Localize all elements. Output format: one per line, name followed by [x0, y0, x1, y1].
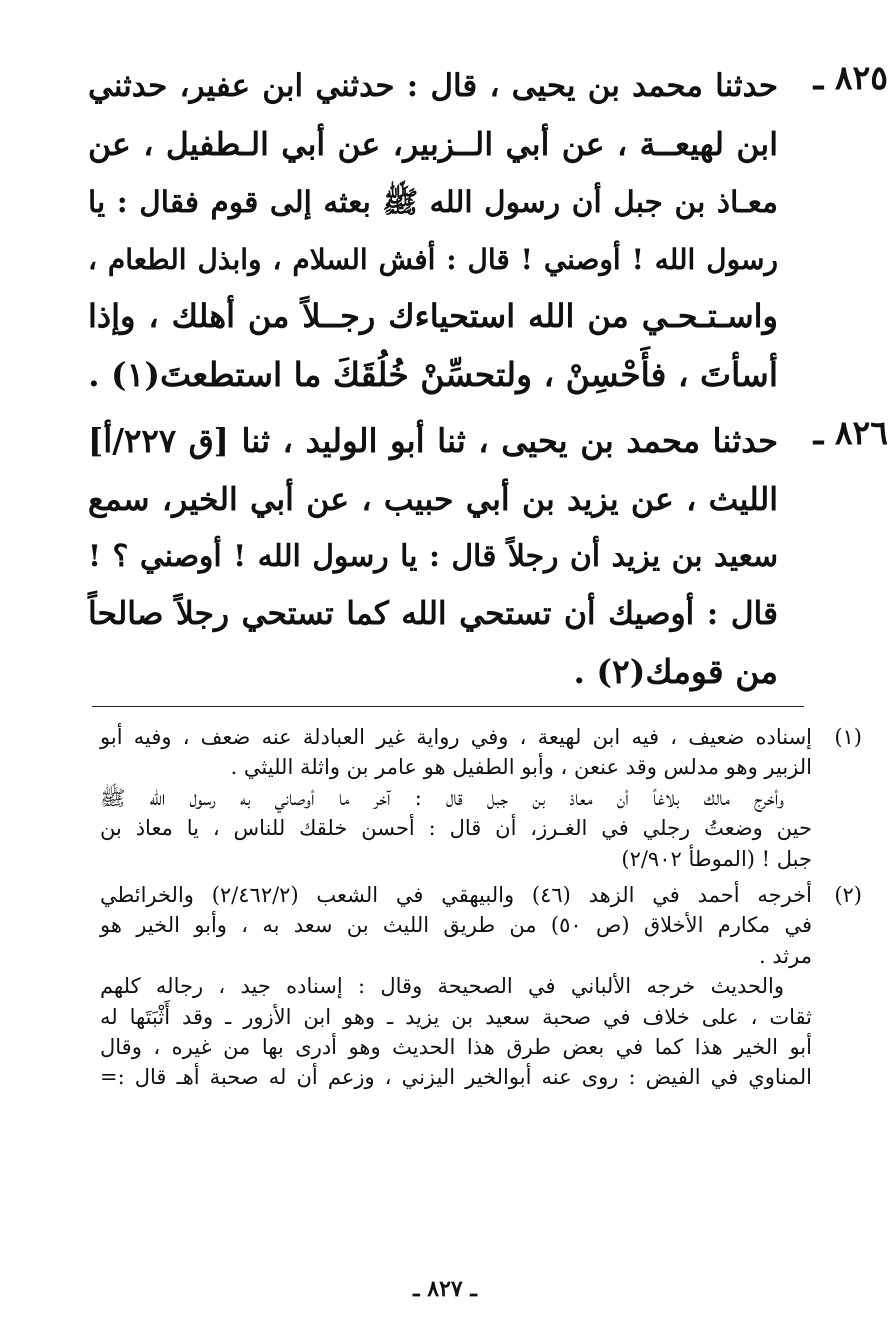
hadith-number-826: ٨٢٦ ـ [813, 413, 888, 452]
footnote-line: وأخرج مالك بلاغاً أن معاذ بن جبل قال : آخر ما أوصاني به رسول الله ﷺ [100, 785, 784, 810]
hadith-number-825: ٨٢٥ ـ [813, 58, 888, 97]
hadith-line: حدثنا محمد بن يحيى ، ثنا أبو الوليد ، ثنا [ق ٢٢٧/أ] [88, 422, 778, 460]
hadith-line: معـاذ بن جبل أن رسول الله ﷺ بعثه إلى قوم فقال : يا [88, 184, 778, 219]
hadith-line: من قومك(٢) . [573, 652, 778, 691]
footnote-line: أبو الخير هذا كما في بعض طرق هذا الحديث وهو أدرى بها من غيره ، وقال [100, 1035, 812, 1060]
footnote-line: والحديث خرجه الألباني في الصحيحة وقال : إسناده جيد ، رجاله كلهم [100, 974, 784, 999]
hadith-line: أسأتَ ، فأَحْسِنْ ، ولتحسِّنْ خُلُقَكَ ما استطعتَ(١) . [88, 354, 778, 394]
footnote-line: المناوي في الفيض : روى عنه أبوالخير اليزني ، وزعم أن له صحبة أهـ قال := [100, 1065, 812, 1090]
page-number: ـ ٨٢٧ ـ [413, 1276, 477, 1302]
footnotes [100, 722, 862, 1099]
hadith-825-text [88, 58, 778, 403]
footnote-separator [92, 706, 804, 707]
hadith-line: قال : أوصيك أن تستحي الله كما تستحي رجلاً صالحاً [88, 595, 778, 632]
footnote-line: في مكارم الأخلاق (ص ٥٠) من طريق الليث بن سعد به ، وأبو الخير هو [100, 913, 812, 938]
footnote-line: مرثد . [758, 943, 812, 968]
footnote-marker: (١) [834, 725, 862, 749]
hadith-line: واسـتـحـي من الله استحياءك رجــلاً من أهلك ، وإذا [88, 297, 778, 335]
footnote-1 [100, 722, 862, 874]
hadith-line: الليث ، عن يزيد بن أبي حبيب ، عن أبي الخير، سمع [88, 480, 778, 518]
hadith-line: حدثنا محمد بن يحيى ، قال : حدثني ابن عفير، حدثني [88, 68, 778, 104]
footnote-line: إسناده ضعيف ، فيه ابن لهيعة ، وفي رواية غير العبادلة عنه ضعف ، وفيه أبو [100, 725, 812, 749]
footnote-line: أخرجه أحمد في الزهد (٤٦) والبيهقي في الشعب (٢/٤٦٢/٢) والخرائطي [100, 883, 813, 908]
footnote-line: ثقات ، على خلاف في صحبة سعيد بن يزيد ـ وهو ابن الأزور ـ وقد أَثْبَتَها له [100, 1004, 812, 1029]
footnote-line: جبل ! (الموطأ ٢/٩٠٢) [621, 846, 812, 871]
footnote-2 [100, 880, 862, 1093]
footnote-line: حين وضعتُ رجلي في الغـرز، أن قال : أحسن خلقك للناس ، يا معاذ بن [100, 816, 812, 841]
hadith-line: سعيد بن يزيد أن رجلاً قال : يا رسول الله ! أوصني ؟ ! [88, 539, 778, 574]
footnote-marker: (٢) [834, 883, 862, 908]
hadith-line: رسول الله ! أوصني ! قال : أفش السلام ، وابذل الطعام ، [88, 242, 778, 276]
hadith-line: ابن لهيعــة ، عن أبي الــزبير، عن أبي الـطفيل ، عن [88, 125, 778, 163]
hadith-826-text [88, 413, 778, 701]
footnote-line: الزبير وهو مدلس وقد عنعن ، وأبو الطفيل هو عامر بن واثلة الليثي . [230, 755, 812, 780]
